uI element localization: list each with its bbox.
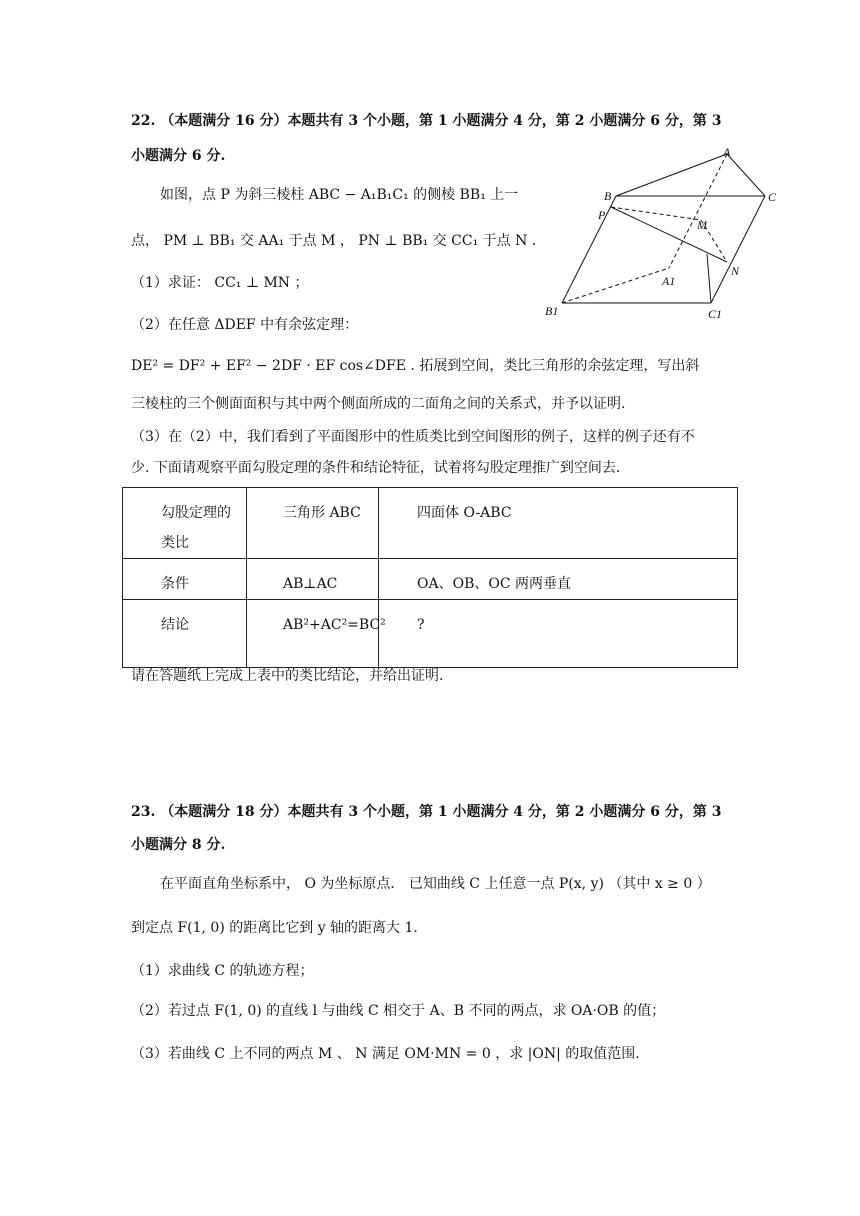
label-A1: A1 (662, 274, 676, 288)
q23-intro-line2: 到定点 F(1, 0) 的距离比它到 y 轴的距离大 1. (131, 920, 418, 936)
q22-part2-line1: （2）在任意 ΔDEF 中有余弦定理： (131, 317, 359, 333)
table-cell: OA、OB、OC 两两垂直 (379, 559, 738, 600)
q22-intro-line2: 点， PM ⊥ BB₁ 交 AA₁ 于点 M ， PN ⊥ BB₁ 交 CC₁ 于点 N . (131, 233, 537, 249)
q23-part1: （1）求曲线 C 的轨迹方程； (131, 963, 314, 979)
table-cell: ? (379, 600, 738, 668)
edge-AC (727, 154, 765, 196)
label-C: C (768, 190, 777, 204)
q23-part3: （3）若曲线 C 上不同的两点 M 、 N 满足 OM·MN = 0 ，求 |ON| 的取值范围. (131, 1046, 640, 1062)
label-M: M (697, 218, 707, 232)
edge-BB1 (562, 196, 616, 303)
edge-A1C1 (707, 254, 711, 303)
table-cell: 条件 (123, 559, 247, 600)
edge-CC1 (711, 196, 765, 303)
table-cell: 四面体 O-ABC (379, 488, 738, 559)
table-cell: 结论 (123, 600, 247, 668)
q22-part3-line1: （3）在（2）中，我们看到了平面图形中的性质类比到空间图形的例子，这样的例子还有不 (131, 429, 695, 445)
label-P: P (598, 208, 606, 222)
label-A: A (723, 145, 731, 159)
q22-intro-line1: 如图，点 P 为斜三棱柱 ABC − A₁B₁C₁ 的侧棱 BB₁ 上一 (160, 187, 519, 203)
q22-part1: （1）求证： CC₁ ⊥ MN ； (131, 275, 309, 291)
q23-header-line2: 小题满分 8 分. (131, 837, 226, 853)
q22-header-line1: 22. （本题满分 16 分）本题共有 3 个小题，第 1 小题满分 4 分，第 2 小题满分 6 分，第 3 (131, 113, 722, 129)
label-N: N (731, 264, 740, 278)
table-cell: AB²+AC²=BC² (247, 600, 379, 668)
label-B1: B1 (545, 304, 559, 318)
label-B: B (604, 189, 612, 203)
q22-header-line2: 小题满分 6 分. (131, 148, 226, 164)
q22-part2-line3: 三棱柱的三个侧面面积与其中两个侧面所成的二面角之间的关系式，并予以证明. (131, 396, 626, 412)
table-row (123, 488, 738, 559)
q23-part2: （2）若过点 F(1, 0) 的直线 l 与曲线 C 相交于 A、B 不同的两点，求 OA·OB 的值； (131, 1003, 666, 1019)
q23-header-line1: 23. （本题满分 18 分）本题共有 3 个小题，第 1 小题满分 4 分，第 2 小题满分 6 分，第 3 (131, 804, 722, 820)
table-cell: 勾股定理的类比 (123, 488, 247, 559)
table-cell: AB⊥AC (247, 559, 379, 600)
table-row (123, 559, 738, 600)
label-C1: C1 (708, 307, 723, 321)
q22-part3-line2: 少. 下面请观察平面勾股定理的条件和结论特征，试着将勾股定理推广到空间去. (131, 460, 621, 476)
q22-footer: 请在答题纸上完成上表中的类比结论，并给出证明. (131, 668, 444, 684)
q22-part2-line2: DE² = DF² + EF² − 2DF · EF cos∠DFE . 拓展到空间，类比三角形的余弦定理，写出斜 (131, 358, 700, 374)
table-cell: 三角形 ABC (247, 488, 379, 559)
edge-B1A1 (562, 268, 669, 303)
table-row (123, 600, 738, 668)
edge-AA1 (669, 154, 727, 268)
analogy-table (122, 487, 738, 668)
q23-intro-line1: 在平面直角坐标系中， O 为坐标原点． 已知曲线 C 上任意一点 P(x, y) （其中 x ≥ 0 ） (160, 876, 711, 892)
edge-BA (616, 154, 727, 196)
prism-figure (535, 140, 790, 330)
